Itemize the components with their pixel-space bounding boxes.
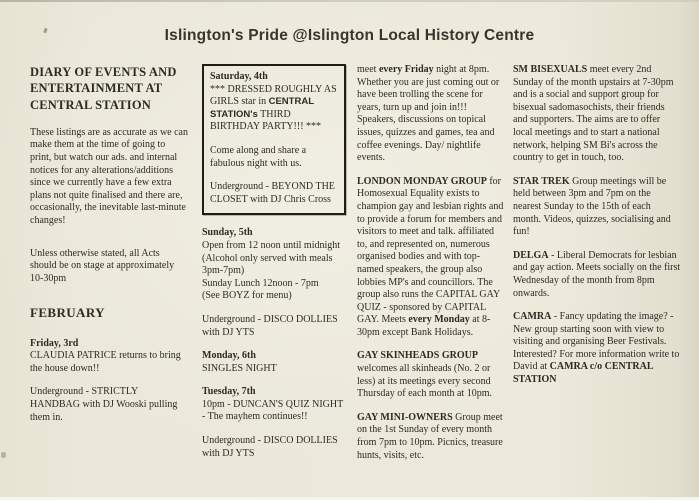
lunch-hours-line: Sunday Lunch 12noon - 7pm: [202, 277, 319, 289]
meeting-day-bold: every Monday: [408, 314, 470, 326]
event-act-text: CLAUDIA PATRICE returns to bring the house down!!: [30, 350, 181, 374]
announcement-text: THIRD BIRTHDAY PARTY!!! ***: [210, 108, 322, 133]
gay-mini-owners-paragraph: [357, 412, 504, 462]
group-text: Group meet on the 1st Sunday of every month from 7pm to 10pm. Picnics, treasure hunts, visits, etc.: [357, 411, 503, 461]
event-tuesday-7th: [202, 386, 346, 424]
underground-tuesday: Underground - DISCO DOLLIES with DJ YTS: [202, 435, 338, 459]
birthday-party-box: [202, 64, 346, 215]
contact-address-bold: CAMRA c/o CENTRAL STATION: [513, 361, 653, 386]
underground-friday: Underground - STRICTLY HANDBAG with DJ Wooski pulling them in.: [30, 386, 178, 423]
event-day-label: Sunday, 5th: [202, 227, 253, 239]
menu-note-line: (See BOYZ for menu): [202, 290, 292, 302]
listings-disclaimer: These listings are as accurate as we can make them at the time of going to print, but watch our ads. and internal notices for any alterations/additions since we currently have a few extra plans not quite finalised and there are, occasionally, the inevitable last-minute changes!: [30, 126, 188, 226]
month-heading: FEBRUARY: [30, 305, 105, 321]
underground-sunday: Underground - DISCO DOLLIES with DJ YTS: [202, 313, 338, 338]
meeting-day-bold: every Friday: [378, 64, 434, 75]
venue-brand-text: CENTRAL STATION's: [210, 96, 314, 120]
event-day-label: Saturday, 4th: [210, 71, 268, 82]
event-friday-3rd: [30, 338, 188, 376]
group-text: Group meetings will be held between 3pm and 7pm on the nearest Sunday to the 15th of each month. Videos, quizzes, socialising and fun!: [513, 175, 671, 238]
delga-paragraph: [513, 250, 681, 300]
gay-skinheads-paragraph: [357, 350, 504, 400]
column-diary-intro: [30, 64, 188, 435]
group-name: SM BISEXUALS: [513, 64, 588, 75]
page-title: Islington's Pride @Islington Local History Centre: [164, 27, 535, 44]
group-text: for Homosexual Equality exists to champion gay and lesbian rights and to provide a forum for members and visitors to meet and talk. affiliated to, and represented on, numerous organised bodies and with top-named speakers, the group also lobbies MP's and councillors. The group also runs the CAPITAL GAY QUIZ - sponsored by CAPITAL GAY. Meets: [357, 175, 504, 326]
event-sunday-5th: [202, 227, 346, 303]
opening-hours-line: Open from 12 noon until midnight: [202, 239, 341, 251]
friday-group-paragraph: [357, 64, 504, 165]
announcement-text: *** DRESSED ROUGHLY AS GIRLS star in: [210, 83, 337, 108]
london-monday-group-paragraph: [357, 176, 504, 340]
group-name: GAY SKINHEADS GROUP: [357, 350, 478, 362]
camra-paragraph: [513, 311, 681, 387]
group-text: welcomes all skinheads (No. 2 or less) at its meetings every second Thursday of each month at 10pm.: [357, 363, 492, 400]
event-saturday-4th: [210, 71, 338, 134]
sm-bisexuals-paragraph: [513, 64, 681, 165]
star-trek-paragraph: [513, 176, 681, 239]
group-text: meet every 2nd Sunday of the month upstairs at 7-30pm and is a social and support group for bisexual sadomasochists, their friends and supporters. The aims are to offer local meetings and to start a national network, helping SM Bi's across the country to get in touch, too.: [513, 64, 674, 164]
scan-top-edge: [0, 0, 699, 2]
group-name: DELGA: [513, 249, 549, 261]
event-day-label: Monday, 6th: [202, 350, 256, 362]
event-day-label: Tuesday, 7th: [202, 386, 256, 398]
event-monday-6th: [202, 350, 346, 375]
group-name: CAMRA: [513, 311, 552, 323]
group-text: - Fancy updating the image? - New group starting soon with view to visiting and organising Beer Festivals. Interested? For more information write to David at: [513, 311, 680, 373]
event-act-text: SINGLES NIGHT: [202, 362, 277, 374]
event-act-text: 10pm - DUNCAN'S QUIZ NIGHT - The mayhem continues!!: [202, 398, 344, 423]
group-text: meet: [357, 64, 379, 75]
stage-time-note: Unless otherwise stated, all Acts should be on stage at approximately 10-30pm: [30, 247, 175, 284]
group-name: GAY MINI-OWNERS: [357, 411, 453, 423]
event-day-label: Friday, 3rd: [30, 337, 79, 349]
column-groups-right: [513, 64, 681, 398]
column-weekly-events: [202, 64, 346, 471]
group-text: - Liberal Democrats for lesbian and gay action. Meets socially on the first Wednesday of the month from 8pm onwards.: [513, 249, 681, 299]
group-text: at 8-30pm except Bank Holidays.: [357, 314, 491, 338]
invite-text: Come along and share a fabulous night with us.: [210, 144, 307, 169]
underground-saturday: Underground - BEYOND THE CLOSET with DJ Chris Cross: [210, 181, 335, 205]
group-text: night at 8pm. Whether you are just coming out or have been trolling the scene for years, turn up and join in!!! Speakers, discussions on topical issues, quizzes and games, tea and coffee evenings. Day/ nightlife events.: [357, 64, 500, 164]
scan-speck: [1, 452, 6, 458]
group-name: LONDON MONDAY GROUP: [357, 175, 487, 187]
alcohol-note-line: (Alcohol only served with meals 3pm-7pm): [202, 252, 333, 277]
group-name: STAR TREK: [513, 175, 570, 187]
diary-heading: DIARY OF EVENTS AND ENTERTAINMENT AT CENTRAL STATION: [30, 65, 177, 112]
column-groups-left: [357, 64, 504, 473]
